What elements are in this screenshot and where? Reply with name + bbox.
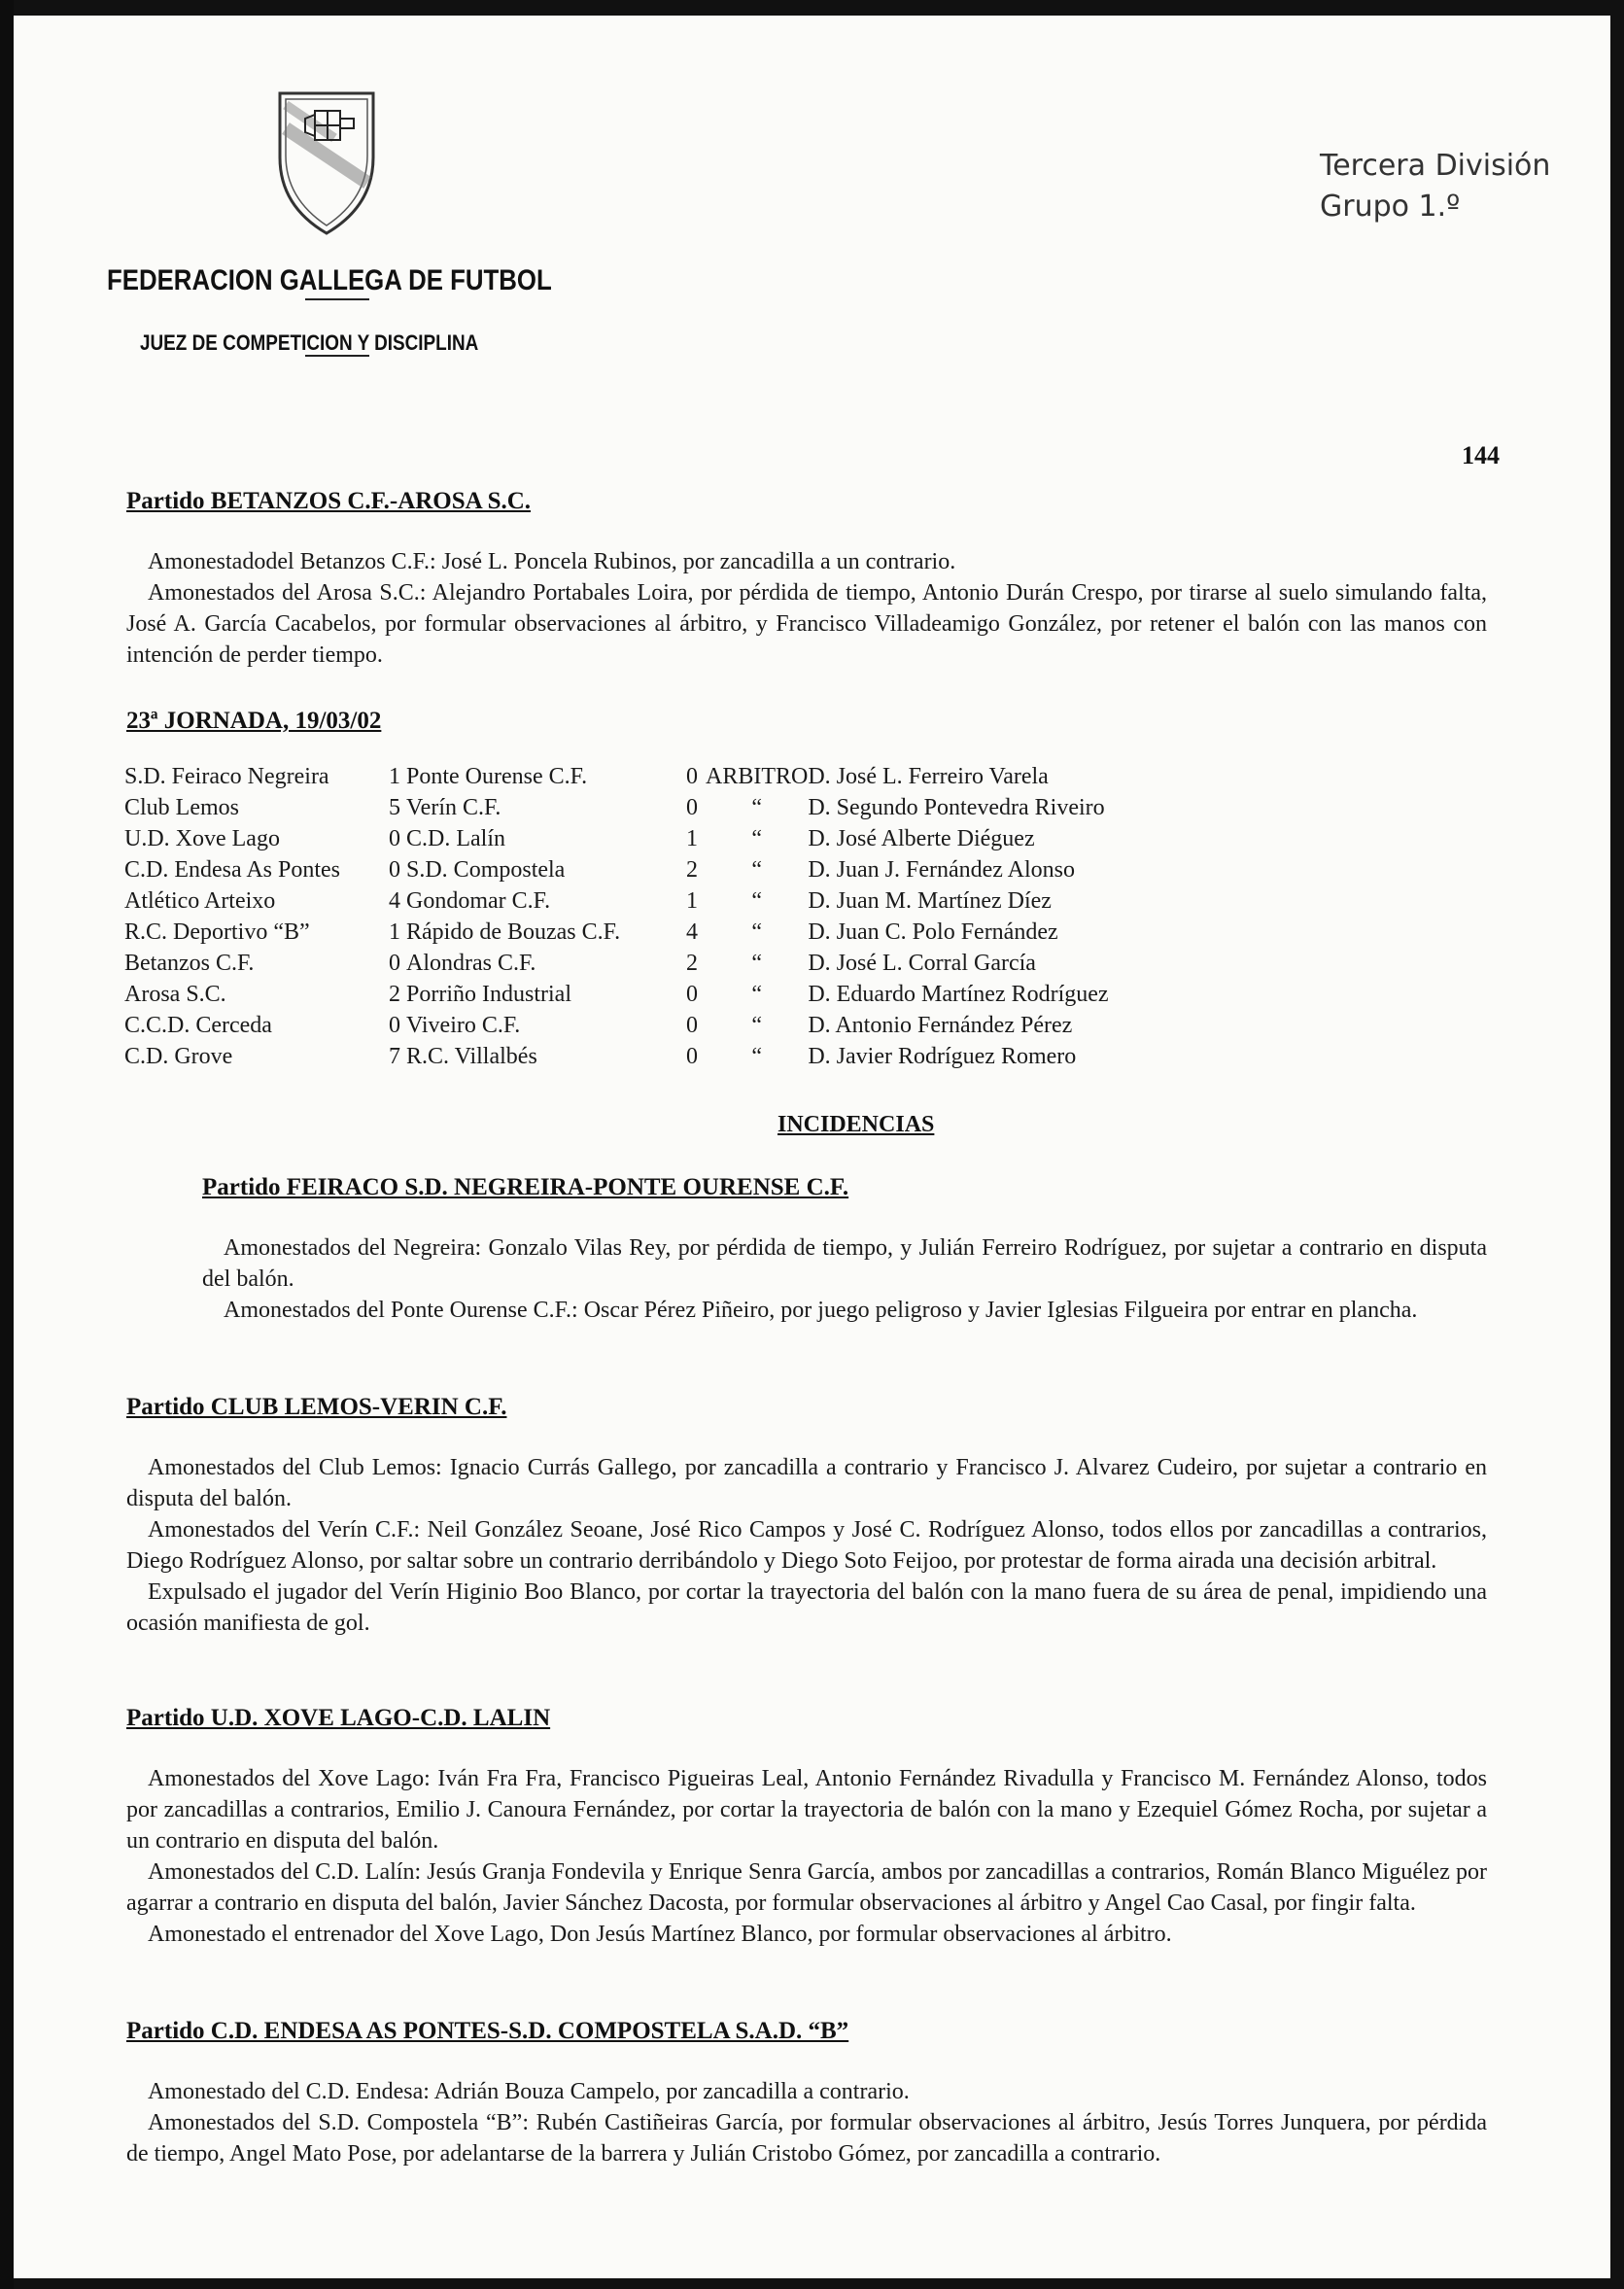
division-group: Grupo 1.º: [1320, 190, 1461, 224]
result-home-team: Atlético Arteixo: [124, 888, 276, 914]
result-referee: D. José L. Corral García: [808, 951, 1036, 976]
document-page: [14, 16, 1610, 2278]
result-referee-label: “: [751, 1044, 762, 1069]
result-row: [124, 764, 1109, 795]
result-away-team: Porriño Industrial: [406, 982, 571, 1007]
paragraph: Amonestado el entrenador del Xove Lago, Don Jesús Martínez Blanco, por formular observaciones al árbitro.: [148, 1922, 1172, 1947]
result-away-team: Rápido de Bouzas C.F.: [406, 919, 621, 945]
result-home-score: 4: [389, 888, 400, 914]
paragraph: Amonestadodel Betanzos C.F.: José L. Poncela Rubinos, por zancadilla a un contrario.: [148, 549, 956, 574]
result-referee-label: “: [751, 888, 762, 914]
result-row: [124, 795, 1109, 826]
result-home-team: R.C. Deportivo “B”: [124, 919, 310, 945]
match-body: [126, 2076, 1487, 2169]
result-home-team: Club Lemos: [124, 795, 239, 820]
result-referee: D. Javier Rodríguez Romero: [808, 1044, 1077, 1069]
paragraph: Amonestados del Ponte Ourense C.F.: Oscar Pérez Piñeiro, por juego peligroso y Javier Iglesias Filgueira por entrar en plancha.: [224, 1298, 1418, 1323]
match-heading: Partido C.D. ENDESA AS PONTES-S.D. COMPOSTELA S.A.D. “B”: [126, 2018, 849, 2044]
result-away-score: 0: [686, 764, 698, 789]
result-away-score: 0: [686, 1013, 698, 1038]
result-row: [124, 1044, 1109, 1075]
paragraph: Expulsado el jugador del Verín Higinio Boo Blanco, por cortar la trayectoria del balón con la mano fuera de su área de penal, impidiendo una ocasión manifiesta de gol.: [126, 1579, 1487, 1636]
result-home-score: 0: [389, 1013, 400, 1038]
result-referee: D. José L. Ferreiro Varela: [808, 764, 1049, 789]
division-name: Tercera División: [1320, 149, 1551, 183]
match-body: [202, 1232, 1487, 1326]
result-home-score: 1: [389, 919, 400, 945]
paragraph: Amonestados del C.D. Lalín: Jesús Granja Fondevila y Enrique Senra García, ambos por zancadillas a contrarios, Román Blanco Miguélez por agarrar a contrario en disputa del balón, Javier Sánchez Dacosta, por formular observaciones al árbitro y Angel Cao Casal, por fingir falta.: [126, 1859, 1487, 1916]
result-away-team: S.D. Compostela: [406, 857, 566, 883]
result-home-score: 1: [389, 764, 400, 789]
paragraph: Amonestados del Xove Lago: Iván Fra Fra, Francisco Pigueiras Leal, Antonio Fernández Rivadulla y Francisco M. Fernández Alonso, todos por zancadillas a contrarios, Emilio J. Canoura Fernández, por cortar la trayectoria de balón con la mano y Ezequiel Gómez Rocha, por sujetar a un contrario en disputa del balón.: [126, 1766, 1487, 1854]
result-referee: D. Juan J. Fernández Alonso: [808, 857, 1075, 883]
result-home-team: Betanzos C.F.: [124, 951, 255, 976]
result-away-team: Alondras C.F.: [406, 951, 536, 976]
result-away-score: 1: [686, 888, 698, 914]
match-body: [126, 1763, 1487, 1950]
result-row: [124, 1013, 1109, 1044]
match-body: [126, 1452, 1487, 1639]
match-heading: Partido FEIRACO S.D. NEGREIRA-PONTE OURENSE C.F.: [202, 1174, 849, 1200]
result-away-team: Ponte Ourense C.F.: [406, 764, 588, 789]
result-home-team: C.D. Endesa As Pontes: [124, 857, 340, 883]
result-referee: D. Antonio Fernández Pérez: [808, 1013, 1073, 1038]
result-home-team: S.D. Feiraco Negreira: [124, 764, 329, 789]
paragraph: Amonestados del Arosa S.C.: Alejandro Portabales Loira, por pérdida de tiempo, Antonio Durán Crespo, por tirarse al suelo simulando falta, José A. García Cacabelos, por formular observaciones al árbitro, y Francisco Villadeamigo González, por retener el balón con las manos con intención de perder tiempo.: [126, 580, 1487, 668]
result-home-score: 2: [389, 982, 400, 1007]
divider: [305, 298, 369, 300]
result-home-team: C.D. Grove: [124, 1044, 233, 1069]
result-referee-label: “: [751, 826, 762, 851]
result-row: [124, 982, 1109, 1013]
result-referee: D. Juan C. Polo Fernández: [808, 919, 1058, 945]
result-referee: D. Juan M. Martínez Díez: [808, 888, 1052, 914]
result-home-score: 7: [389, 1044, 400, 1069]
result-away-team: Viveiro C.F.: [406, 1013, 521, 1038]
result-referee-label: “: [751, 795, 762, 820]
result-referee-label: “: [751, 1013, 762, 1038]
result-away-score: 2: [686, 951, 698, 976]
result-away-team: Gondomar C.F.: [406, 888, 551, 914]
scan-left-edge: [0, 0, 14, 2289]
paragraph: Amonestado del C.D. Endesa: Adrián Bouza Campelo, por zancadilla a contrario.: [148, 2079, 910, 2104]
result-away-team: Verín C.F.: [406, 795, 501, 820]
incidencias-title: INCIDENCIAS: [777, 1112, 935, 1137]
result-row: [124, 888, 1109, 919]
organization-name: FEDERACION GALLEGA DE FUTBOL: [107, 264, 552, 296]
result-referee-label: “: [751, 857, 762, 883]
result-away-team: C.D. Lalín: [406, 826, 505, 851]
result-away-score: 0: [686, 1044, 698, 1069]
match-heading: Partido CLUB LEMOS-VERIN C.F.: [126, 1394, 507, 1420]
page-number: 144: [1462, 441, 1500, 469]
paragraph: Amonestados del Negreira: Gonzalo Vilas Rey, por pérdida de tiempo, y Julián Ferreiro Rodríguez, por sujetar a contrario en disputa del balón.: [202, 1235, 1487, 1292]
result-referee-label: “: [751, 919, 762, 945]
result-referee-label: “: [751, 951, 762, 976]
result-home-team: U.D. Xove Lago: [124, 826, 280, 851]
results-table: [124, 764, 1109, 1075]
result-referee: D. Segundo Pontevedra Riveiro: [808, 795, 1105, 820]
result-home-team: C.C.D. Cerceda: [124, 1013, 272, 1038]
result-referee-label: ARBITRO: [706, 764, 809, 789]
result-home-score: 0: [389, 951, 400, 976]
result-away-team: R.C. Villalbés: [406, 1044, 537, 1069]
paragraph: Amonestados del Verín C.F.: Neil González Seoane, José Rico Campos y José C. Rodríguez Alonso, todos ellos por zancadillas a contrarios, Diego Rodríguez Alonso, por saltar sobre un contrario derribándolo y Diego Soto Feijoo, por protestar de forma airada una decisión arbitral.: [126, 1517, 1487, 1574]
result-away-score: 2: [686, 857, 698, 883]
result-row: [124, 951, 1109, 982]
result-away-score: 0: [686, 795, 698, 820]
result-home-score: 0: [389, 826, 400, 851]
result-away-score: 1: [686, 826, 698, 851]
paragraph: Amonestados del Club Lemos: Ignacio Currás Gallego, por zancadilla a contrario y Francisco J. Alvarez Cudeiro, por sujetar a contrario en disputa del balón.: [126, 1455, 1487, 1511]
result-home-team: Arosa S.C.: [124, 982, 226, 1007]
result-referee: D. José Alberte Diéguez: [808, 826, 1035, 851]
result-row: [124, 826, 1109, 857]
organization-subtitle: JUEZ DE COMPETICION Y DISCIPLINA: [140, 330, 479, 355]
result-home-score: 0: [389, 857, 400, 883]
result-referee: D. Eduardo Martínez Rodríguez: [808, 982, 1109, 1007]
section-body: [126, 546, 1487, 671]
result-away-score: 4: [686, 919, 698, 945]
result-row: [124, 919, 1109, 951]
federation-crest-icon: [276, 89, 377, 237]
result-home-score: 5: [389, 795, 400, 820]
match-heading: Partido U.D. XOVE LAGO-C.D. LALIN: [126, 1705, 551, 1731]
section-heading: Partido BETANZOS C.F.-AROSA S.C.: [126, 488, 532, 514]
divider: [305, 355, 369, 357]
division-label: [1320, 146, 1550, 227]
paragraph: Amonestados del S.D. Compostela “B”: Rubén Castiñeiras García, por formular observaciones al árbitro, Jesús Torres Junquera, por pérdida de tiempo, Angel Mato Pose, por adelantarse de la barrera y Julián Cristobo Gómez, por zancadilla a contrario.: [126, 2110, 1487, 2167]
result-away-score: 0: [686, 982, 698, 1007]
result-referee-label: “: [751, 982, 762, 1007]
result-row: [124, 857, 1109, 888]
jornada-heading: 23ª JORNADA, 19/03/02: [126, 708, 382, 734]
